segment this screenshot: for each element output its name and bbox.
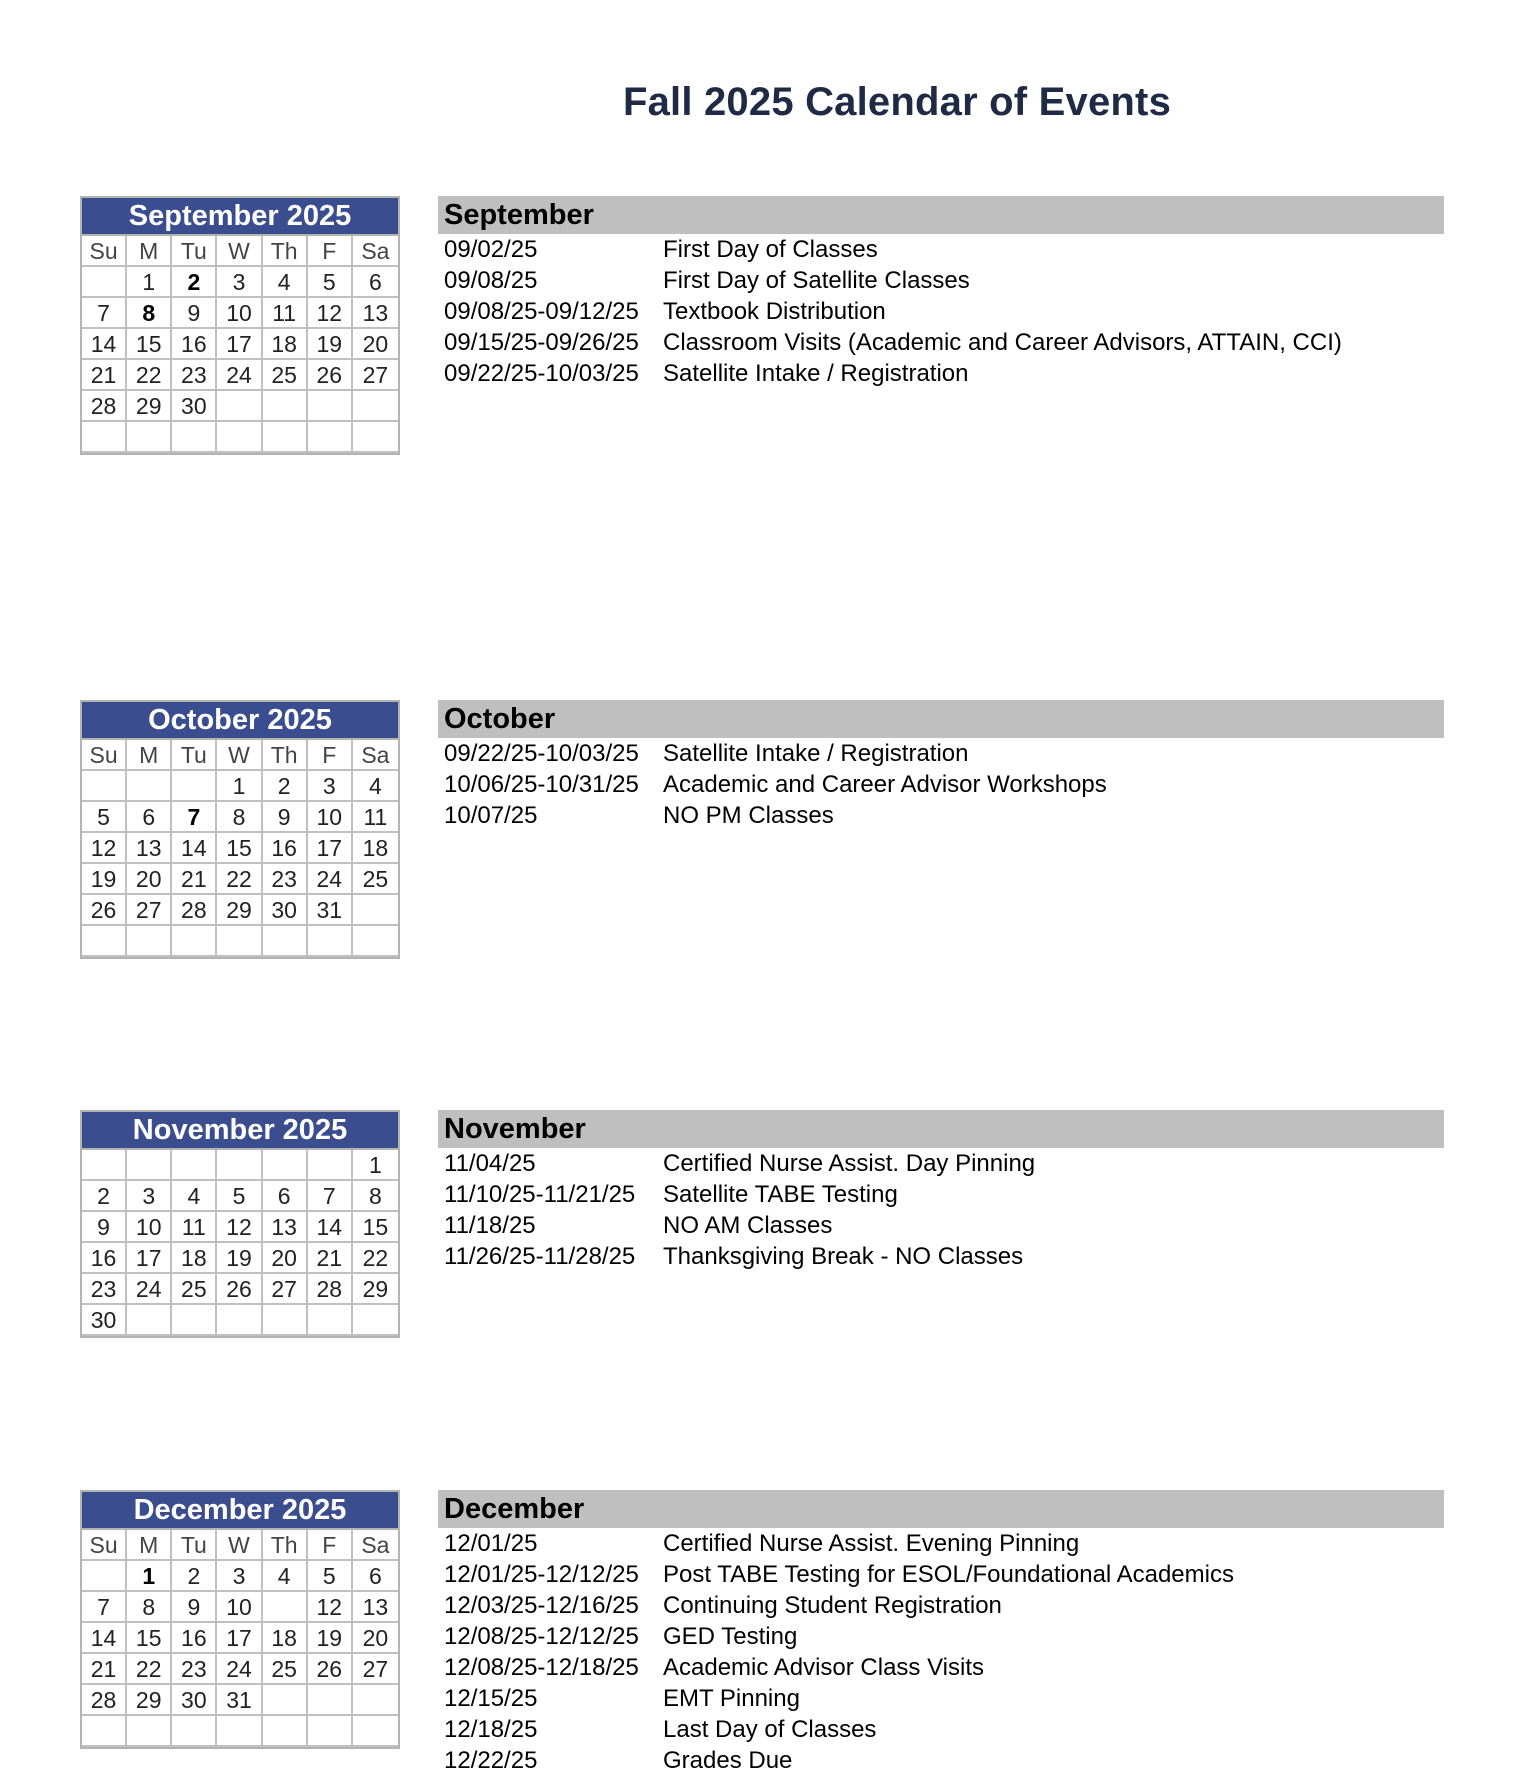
calendar-day-cell: 13 <box>263 1212 308 1243</box>
event-row <box>438 358 1444 389</box>
calendar-day-cell: 6 <box>263 1181 308 1212</box>
event-description: NO AM Classes <box>663 1212 833 1239</box>
calendar-day-cell: 8 <box>127 298 172 329</box>
event-description: Last Day of Classes <box>663 1716 877 1743</box>
day-of-week-header: Th <box>263 236 308 267</box>
mini-calendar <box>80 1110 400 1338</box>
calendar-day-cell <box>353 391 398 422</box>
calendar-day-cell: 18 <box>172 1243 217 1274</box>
calendar-day-cell <box>308 1685 353 1716</box>
day-of-week-header: W <box>217 1530 262 1561</box>
calendar-day-cell: 13 <box>127 833 172 864</box>
calendar-day-cell: 7 <box>308 1181 353 1212</box>
event-date: 09/15/25-09/26/25 <box>444 329 639 356</box>
calendar-day-cell: 14 <box>82 1623 127 1654</box>
event-row <box>438 1210 1444 1241</box>
event-date: 09/22/25-10/03/25 <box>444 740 639 767</box>
calendar-day-cell: 6 <box>353 1561 398 1592</box>
calendar-day-cell: 16 <box>82 1243 127 1274</box>
calendar-day-cell: 22 <box>353 1243 398 1274</box>
day-of-week-header: F <box>308 740 353 771</box>
event-row <box>438 769 1444 800</box>
event-description: Continuing Student Registration <box>663 1592 1002 1619</box>
calendar-day-cell: 29 <box>353 1274 398 1305</box>
calendar-day-cell: 26 <box>308 1654 353 1685</box>
page-title: Fall 2025 Calendar of Events <box>622 80 1172 124</box>
calendar-day-cell: 1 <box>353 1150 398 1181</box>
calendar-day-cell: 12 <box>308 298 353 329</box>
calendar-day-cell: 18 <box>263 1623 308 1654</box>
calendar-day-cell <box>172 771 217 802</box>
event-description: EMT Pinning <box>663 1685 800 1712</box>
calendar-day-cell: 12 <box>217 1212 262 1243</box>
calendar-day-cell: 4 <box>263 267 308 298</box>
calendar-day-cell: 8 <box>127 1592 172 1623</box>
calendar-day-cell: 2 <box>82 1181 127 1212</box>
events-list <box>438 1110 1444 1272</box>
events-month-heading: November <box>438 1110 1444 1148</box>
calendar-day-cell: 9 <box>263 802 308 833</box>
calendar-day-cell <box>353 926 398 957</box>
calendar-day-cell: 31 <box>217 1685 262 1716</box>
calendar-title: December 2025 <box>82 1492 398 1530</box>
calendar-day-cell <box>127 771 172 802</box>
events-list <box>438 700 1444 831</box>
calendar-day-cell <box>82 1150 127 1181</box>
event-date: 12/01/25 <box>444 1530 538 1557</box>
calendar-day-cell: 22 <box>217 864 262 895</box>
calendar-day-cell <box>127 1150 172 1181</box>
day-of-week-header: Th <box>263 1530 308 1561</box>
event-row <box>438 1559 1444 1590</box>
mini-calendar <box>80 1490 400 1749</box>
calendar-day-cell: 21 <box>172 864 217 895</box>
event-row <box>438 1179 1444 1210</box>
event-description: Grades Due <box>663 1747 793 1774</box>
event-date: 10/06/25-10/31/25 <box>444 771 639 798</box>
calendar-day-cell <box>308 391 353 422</box>
calendar-day-cell <box>263 1150 308 1181</box>
calendar-day-cell: 6 <box>127 802 172 833</box>
calendar-day-cell: 30 <box>82 1305 127 1336</box>
calendar-day-cell: 29 <box>127 1685 172 1716</box>
calendar-day-cell: 16 <box>263 833 308 864</box>
calendar-day-cell: 5 <box>217 1181 262 1212</box>
calendar-day-cell <box>82 267 127 298</box>
event-description: Textbook Distribution <box>663 298 886 325</box>
events-list <box>438 196 1444 389</box>
calendar-day-cell: 2 <box>263 771 308 802</box>
day-of-week-header: Su <box>82 740 127 771</box>
calendar-day-cell: 27 <box>127 895 172 926</box>
mini-calendar <box>80 700 400 959</box>
day-of-week-header: Sa <box>353 740 398 771</box>
calendar-title: September 2025 <box>82 198 398 236</box>
calendar-day-cell: 11 <box>172 1212 217 1243</box>
event-date: 09/08/25-09/12/25 <box>444 298 639 325</box>
calendar-day-cell <box>263 422 308 453</box>
event-row <box>438 1148 1444 1179</box>
calendar-day-cell: 7 <box>82 1592 127 1623</box>
event-description: First Day of Classes <box>663 236 878 263</box>
calendar-day-cell: 20 <box>127 864 172 895</box>
calendar-day-cell: 25 <box>263 360 308 391</box>
calendar-day-cell: 1 <box>217 771 262 802</box>
calendar-day-cell: 31 <box>308 895 353 926</box>
calendar-day-cell: 24 <box>127 1274 172 1305</box>
calendar-day-cell: 4 <box>263 1561 308 1592</box>
event-description: NO PM Classes <box>663 802 834 829</box>
calendar-day-cell: 6 <box>353 267 398 298</box>
calendar-day-cell: 18 <box>353 833 398 864</box>
event-date: 12/03/25-12/16/25 <box>444 1592 639 1619</box>
event-row <box>438 234 1444 265</box>
event-row <box>438 1683 1444 1714</box>
calendar-day-cell: 28 <box>308 1274 353 1305</box>
calendar-day-cell <box>308 926 353 957</box>
event-description: Certified Nurse Assist. Day Pinning <box>663 1150 1036 1177</box>
day-of-week-header: Th <box>263 740 308 771</box>
calendar-day-cell: 1 <box>127 267 172 298</box>
calendar-day-cell <box>172 1150 217 1181</box>
calendar-day-cell <box>172 926 217 957</box>
event-row <box>438 296 1444 327</box>
calendar-day-cell: 23 <box>172 1654 217 1685</box>
calendar-day-cell <box>353 422 398 453</box>
calendar-day-cell: 19 <box>82 864 127 895</box>
calendar-day-cell <box>308 422 353 453</box>
calendar-day-cell: 5 <box>308 1561 353 1592</box>
event-date: 12/01/25-12/12/25 <box>444 1561 639 1588</box>
calendar-day-cell: 8 <box>217 802 262 833</box>
calendar-day-cell <box>82 1561 127 1592</box>
calendar-day-cell: 17 <box>217 329 262 360</box>
event-description: First Day of Satellite Classes <box>663 267 970 294</box>
events-month-heading: September <box>438 196 1444 234</box>
event-description: GED Testing <box>663 1623 798 1650</box>
calendar-day-cell: 29 <box>127 391 172 422</box>
calendar-day-cell: 16 <box>172 1623 217 1654</box>
day-of-week-header: Sa <box>353 236 398 267</box>
calendar-day-cell: 15 <box>217 833 262 864</box>
calendar-day-cell: 10 <box>127 1212 172 1243</box>
event-row <box>438 1652 1444 1683</box>
calendar-day-cell: 10 <box>217 298 262 329</box>
day-of-week-header: W <box>217 236 262 267</box>
calendar-day-cell: 9 <box>172 298 217 329</box>
day-of-week-header: Tu <box>172 1530 217 1561</box>
calendar-day-cell: 3 <box>308 771 353 802</box>
calendar-day-cell: 29 <box>217 895 262 926</box>
calendar-day-cell: 30 <box>172 391 217 422</box>
event-date: 12/08/25-12/12/25 <box>444 1623 639 1650</box>
event-date: 09/22/25-10/03/25 <box>444 360 639 387</box>
calendar-day-cell <box>353 1685 398 1716</box>
calendar-day-cell: 22 <box>127 1654 172 1685</box>
calendar-day-cell: 16 <box>172 329 217 360</box>
calendar-day-cell: 20 <box>353 329 398 360</box>
calendar-day-cell: 19 <box>308 329 353 360</box>
event-date: 11/26/25-11/28/25 <box>444 1243 636 1270</box>
calendar-day-cell: 24 <box>308 864 353 895</box>
calendar-day-cell: 3 <box>217 267 262 298</box>
event-row <box>438 800 1444 831</box>
calendar-day-cell: 9 <box>82 1212 127 1243</box>
calendar-day-cell <box>308 1305 353 1336</box>
calendar-day-cell <box>82 1716 127 1747</box>
day-of-week-header: Sa <box>353 1530 398 1561</box>
event-row <box>438 265 1444 296</box>
calendar-day-cell: 14 <box>308 1212 353 1243</box>
calendar-day-cell: 24 <box>217 360 262 391</box>
calendar-day-cell: 21 <box>82 360 127 391</box>
calendar-day-cell <box>82 926 127 957</box>
event-row <box>438 1621 1444 1652</box>
event-date: 12/18/25 <box>444 1716 538 1743</box>
calendar-day-cell: 27 <box>263 1274 308 1305</box>
calendar-day-cell: 14 <box>82 329 127 360</box>
calendar-day-cell: 17 <box>127 1243 172 1274</box>
calendar-day-cell: 20 <box>353 1623 398 1654</box>
event-date: 09/02/25 <box>444 236 538 263</box>
calendar-day-cell: 7 <box>82 298 127 329</box>
calendar-day-cell: 11 <box>263 298 308 329</box>
day-of-week-header: M <box>127 236 172 267</box>
calendar-day-cell: 15 <box>127 329 172 360</box>
event-row <box>438 327 1444 358</box>
event-date: 12/15/25 <box>444 1685 538 1712</box>
calendar-day-cell <box>308 1716 353 1747</box>
event-row <box>438 1745 1444 1776</box>
calendar-day-cell: 19 <box>217 1243 262 1274</box>
event-row <box>438 1590 1444 1621</box>
calendar-day-cell: 25 <box>353 864 398 895</box>
calendar-day-cell <box>217 1716 262 1747</box>
calendar-day-cell <box>263 1305 308 1336</box>
calendar-day-cell: 8 <box>353 1181 398 1212</box>
event-description: Satellite Intake / Registration <box>663 740 969 767</box>
mini-calendar <box>80 196 400 455</box>
calendar-day-cell: 25 <box>172 1274 217 1305</box>
event-row <box>438 1714 1444 1745</box>
calendar-day-cell: 9 <box>172 1592 217 1623</box>
calendar-day-cell: 22 <box>127 360 172 391</box>
calendar-day-cell: 12 <box>82 833 127 864</box>
calendar-day-cell: 27 <box>353 1654 398 1685</box>
calendar-day-cell: 17 <box>217 1623 262 1654</box>
event-description: Academic Advisor Class Visits <box>663 1654 984 1681</box>
calendar-day-cell: 7 <box>172 802 217 833</box>
calendar-day-cell: 13 <box>353 298 398 329</box>
calendar-day-cell: 25 <box>263 1654 308 1685</box>
calendar-day-cell: 21 <box>308 1243 353 1274</box>
calendar-day-cell <box>127 1716 172 1747</box>
event-date: 11/18/25 <box>444 1212 536 1239</box>
calendar-day-cell <box>263 391 308 422</box>
event-date: 11/10/25-11/21/25 <box>444 1181 636 1208</box>
calendar-day-cell <box>263 1592 308 1623</box>
calendar-day-cell: 14 <box>172 833 217 864</box>
calendar-day-cell: 4 <box>353 771 398 802</box>
calendar-day-cell: 10 <box>308 802 353 833</box>
events-list <box>438 1490 1444 1776</box>
event-description: Classroom Visits (Academic and Career Advisors, ATTAIN, CCI) <box>663 329 1342 356</box>
calendar-day-cell: 10 <box>217 1592 262 1623</box>
event-row <box>438 1241 1444 1272</box>
event-description: Thanksgiving Break - NO Classes <box>663 1243 1024 1270</box>
calendar-day-cell: 15 <box>127 1623 172 1654</box>
calendar-day-cell: 17 <box>308 833 353 864</box>
day-of-week-header: Tu <box>172 236 217 267</box>
calendar-day-cell: 26 <box>82 895 127 926</box>
calendar-day-cell <box>217 391 262 422</box>
calendar-day-cell: 13 <box>353 1592 398 1623</box>
calendar-day-cell: 28 <box>82 391 127 422</box>
calendar-day-cell: 5 <box>82 802 127 833</box>
event-description: Certified Nurse Assist. Evening Pinning <box>663 1530 1080 1557</box>
event-description: Satellite Intake / Registration <box>663 360 969 387</box>
calendar-day-cell: 5 <box>308 267 353 298</box>
calendar-day-cell: 18 <box>263 329 308 360</box>
calendar-day-cell <box>353 895 398 926</box>
calendar-grid <box>82 236 398 453</box>
calendar-day-cell: 26 <box>217 1274 262 1305</box>
calendar-grid <box>82 1150 398 1336</box>
event-date: 10/07/25 <box>444 802 538 829</box>
events-month-heading: December <box>438 1490 1444 1528</box>
calendar-day-cell <box>217 1305 262 1336</box>
events-month-heading: October <box>438 700 1444 738</box>
calendar-day-cell <box>172 422 217 453</box>
calendar-day-cell <box>127 926 172 957</box>
calendar-day-cell <box>127 1305 172 1336</box>
event-date: 12/22/25 <box>444 1747 538 1774</box>
calendar-day-cell: 20 <box>263 1243 308 1274</box>
calendar-title: October 2025 <box>82 702 398 740</box>
calendar-day-cell: 21 <box>82 1654 127 1685</box>
day-of-week-header: F <box>308 236 353 267</box>
calendar-day-cell: 19 <box>308 1623 353 1654</box>
day-of-week-header: Tu <box>172 740 217 771</box>
event-description: Post TABE Testing for ESOL/Foundational Academics <box>663 1561 1234 1588</box>
calendar-day-cell: 3 <box>217 1561 262 1592</box>
calendar-day-cell <box>217 1150 262 1181</box>
calendar-day-cell: 30 <box>172 1685 217 1716</box>
calendar-day-cell <box>172 1305 217 1336</box>
calendar-title: November 2025 <box>82 1112 398 1150</box>
day-of-week-header: W <box>217 740 262 771</box>
calendar-day-cell <box>263 1685 308 1716</box>
calendar-day-cell: 23 <box>172 360 217 391</box>
day-of-week-header: M <box>127 740 172 771</box>
calendar-day-cell: 23 <box>82 1274 127 1305</box>
event-date: 09/08/25 <box>444 267 538 294</box>
calendar-day-cell: 24 <box>217 1654 262 1685</box>
calendar-day-cell <box>263 1716 308 1747</box>
calendar-day-cell: 1 <box>127 1561 172 1592</box>
day-of-week-header: Su <box>82 236 127 267</box>
calendar-day-cell <box>127 422 172 453</box>
event-description: Satellite TABE Testing <box>663 1181 898 1208</box>
calendar-day-cell: 30 <box>263 895 308 926</box>
calendar-day-cell: 23 <box>263 864 308 895</box>
calendar-day-cell: 12 <box>308 1592 353 1623</box>
calendar-day-cell <box>308 1150 353 1181</box>
calendar-day-cell <box>217 926 262 957</box>
day-of-week-header: M <box>127 1530 172 1561</box>
calendar-grid <box>82 740 398 957</box>
calendar-day-cell: 3 <box>127 1181 172 1212</box>
calendar-day-cell <box>353 1716 398 1747</box>
calendar-day-cell <box>217 422 262 453</box>
calendar-day-cell <box>82 771 127 802</box>
calendar-day-cell: 4 <box>172 1181 217 1212</box>
calendar-day-cell: 15 <box>353 1212 398 1243</box>
calendar-day-cell: 2 <box>172 267 217 298</box>
calendar-grid <box>82 1530 398 1747</box>
calendar-day-cell <box>263 926 308 957</box>
day-of-week-header: Su <box>82 1530 127 1561</box>
calendar-day-cell <box>82 422 127 453</box>
calendar-day-cell: 26 <box>308 360 353 391</box>
event-date: 11/04/25 <box>444 1150 536 1177</box>
calendar-day-cell: 2 <box>172 1561 217 1592</box>
calendar-day-cell: 11 <box>353 802 398 833</box>
calendar-day-cell <box>353 1305 398 1336</box>
event-description: Academic and Career Advisor Workshops <box>663 771 1107 798</box>
event-row <box>438 1528 1444 1559</box>
event-row <box>438 738 1444 769</box>
event-date: 12/08/25-12/18/25 <box>444 1654 639 1681</box>
calendar-day-cell <box>172 1716 217 1747</box>
calendar-day-cell: 28 <box>172 895 217 926</box>
day-of-week-header: F <box>308 1530 353 1561</box>
calendar-day-cell: 27 <box>353 360 398 391</box>
calendar-day-cell: 28 <box>82 1685 127 1716</box>
